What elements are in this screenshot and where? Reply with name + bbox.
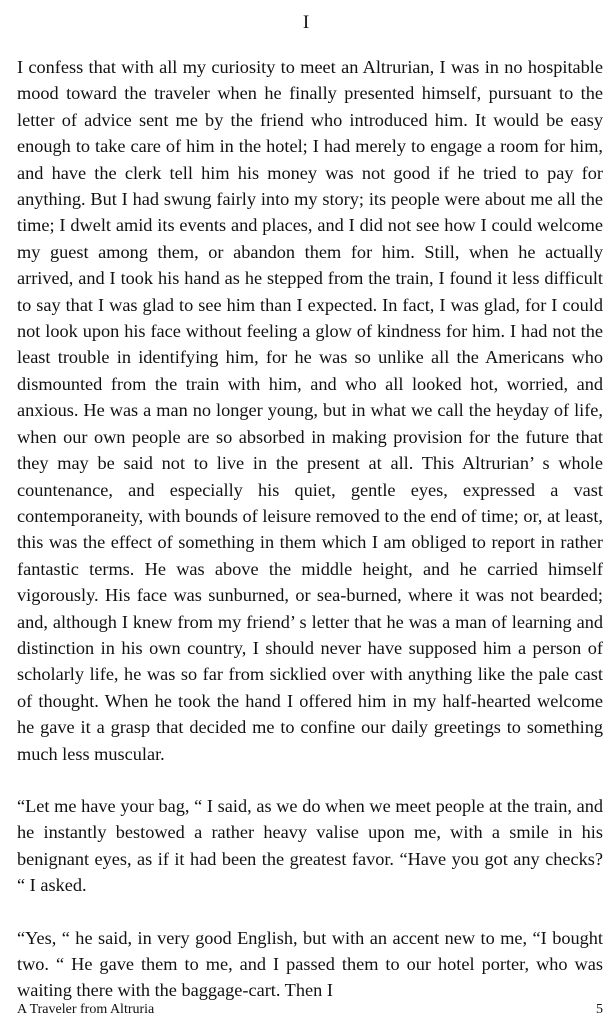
footer-book-title: A Traveler from Altruria xyxy=(17,1002,155,1017)
body-text xyxy=(17,54,603,1004)
footer-page-number: 5 xyxy=(596,1002,603,1017)
paragraph-1: I confess that with all my curiosity to meet an Altrurian, I was in no hospitable mood toward the traveler when he finally presented himself, pursuant to the letter of advice sent me by the friend who introduced him. It would be easy enough to take care of him in the hotel; I had merely to engage a room for him, and have the clerk tell him his money was not good if he tried to pay for anything. But I had swung fairly into my story; its people were about me all the time; I dwelt amid its events and places, and I did not see how I could welcome my guest among them, or abandon them for him. Still, when he actually arrived, and I took his hand as he stepped from the train, I found it less difficult to say that I was glad to see him than I expected. In fact, I was glad, for I could not look upon his face without feeling a glow of kindness for him. I had not the least trouble in identifying him, for he was so unlike all the Americans who dismounted from the train with him, and who all looked hot, worried, and anxious. He was a man no longer young, but in what we call the heyday of life, when our own people are so absorbed in making provision for the future that they may be said not to live in the present at all. This Altrurian’ s whole countenance, and especially his quiet, gentle eyes, expressed a vast contemporaneity, with bounds of leisure removed to the end of time; or, at least, this was the effect of something in them which I am obliged to report in rather fantastic terms. He was above the middle height, and he carried himself vigorously. His face was sunburned, or sea-burned, where it was not bearded; and, although I knew from my friend’ s letter that he was a man of learning and distinction in his own country, I should never have supposed him a person of scholarly life, he was so far from sicklied over with anything like the pale cast of thought. When he took the hand I offered him in my half-hearted welcome he gave it a grasp that decided me to confine our daily greetings to something much less muscular. xyxy=(17,57,603,764)
chapter-heading: I xyxy=(302,12,310,33)
page-footer xyxy=(17,1001,603,1019)
paragraph-2: “Let me have your bag, “ I said, as we do when we meet people at the train, and he instantly bestowed a rather heavy valise upon me, with a smile in his benignant eyes, as if it had been the greatest favor. “Have you got any checks? “ I asked. xyxy=(17,795,603,896)
paragraph-3: “Yes, “ he said, in very good English, but with an accent new to me, “I bought two. “ He gave them to me, and I passed them to our hotel porter, who was waiting there with the baggage-cart. Then I xyxy=(17,927,603,1001)
